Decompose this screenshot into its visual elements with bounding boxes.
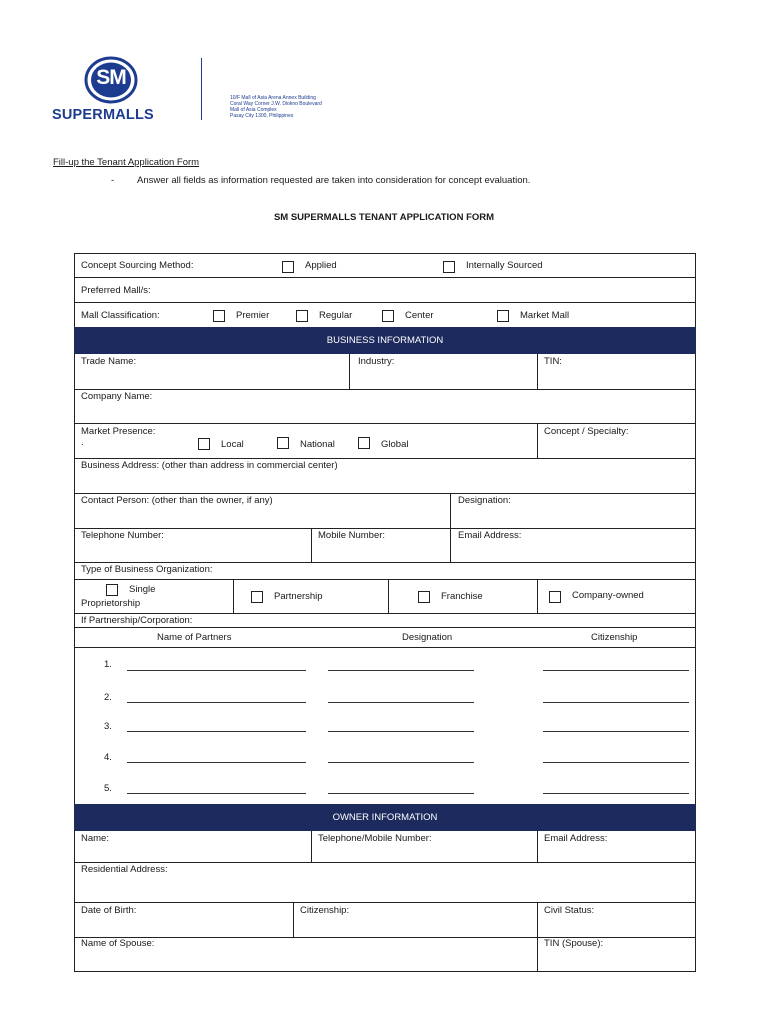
mobile-number-label: Mobile Number: bbox=[318, 530, 386, 541]
address-line: Pasay City 1300, Philippines bbox=[230, 113, 294, 119]
spouse-name-label: Name of Spouse: bbox=[81, 938, 155, 949]
address-line: Mall of Asia Complex bbox=[230, 107, 277, 113]
partner-row-number: 4. bbox=[104, 752, 112, 763]
center-checkbox[interactable] bbox=[382, 310, 394, 322]
concept-sourcing-label: Concept Sourcing Method: bbox=[81, 260, 194, 271]
single-proprietorship-label-line1: Single bbox=[129, 584, 156, 595]
partners-header-name: Name of Partners bbox=[157, 632, 232, 643]
company-name-label: Company Name: bbox=[81, 391, 153, 402]
single-proprietorship-label-line2: Proprietorship bbox=[81, 598, 141, 609]
single-proprietorship-checkbox[interactable] bbox=[106, 584, 118, 596]
partner-name-blank[interactable] bbox=[127, 731, 306, 732]
concept-specialty-label: Concept / Specialty: bbox=[544, 426, 629, 437]
franchise-checkbox[interactable] bbox=[418, 591, 430, 603]
partnership-corporation-label: If Partnership/Corporation: bbox=[81, 615, 193, 626]
applied-option-label: Applied bbox=[305, 260, 337, 271]
partner-row-number: 5. bbox=[104, 783, 112, 794]
global-option-label: Global bbox=[381, 439, 409, 450]
partner-citizenship-blank[interactable] bbox=[543, 793, 689, 794]
local-checkbox[interactable] bbox=[198, 438, 210, 450]
partner-citizenship-blank[interactable] bbox=[543, 762, 689, 763]
partner-citizenship-blank[interactable] bbox=[543, 670, 689, 671]
partner-designation-blank[interactable] bbox=[328, 793, 474, 794]
company-owned-option-label: Company-owned bbox=[572, 590, 644, 601]
residential-address-label: Residential Address: bbox=[81, 864, 168, 875]
email-address-label: Email Address: bbox=[458, 530, 522, 541]
premier-checkbox[interactable] bbox=[213, 310, 225, 322]
market-mall-checkbox[interactable] bbox=[497, 310, 509, 322]
partner-row-number: 3. bbox=[104, 721, 112, 732]
spouse-tin-label: TIN (Spouse): bbox=[544, 938, 604, 949]
telephone-number-label: Telephone Number: bbox=[81, 530, 164, 541]
partner-citizenship-blank[interactable] bbox=[543, 731, 689, 732]
address-line: Coral Way Corner J.W. Diokno Boulevard bbox=[230, 101, 322, 107]
business-organization-label: Type of Business Organization: bbox=[81, 564, 213, 575]
owner-name-label: Name: bbox=[81, 833, 109, 844]
header-address bbox=[230, 95, 322, 119]
preferred-mall-field[interactable] bbox=[170, 279, 690, 301]
address-line: 10/F Mall of Asia Arena Annex Building bbox=[230, 95, 316, 101]
instructions-heading: Fill-up the Tenant Application Form bbox=[53, 157, 200, 168]
trade-name-label: Trade Name: bbox=[81, 356, 137, 367]
partner-name-blank[interactable] bbox=[127, 702, 306, 703]
owner-information-header: OWNER INFORMATION bbox=[74, 804, 696, 831]
partnership-option-label: Partnership bbox=[274, 591, 323, 602]
form-title: SM SUPERMALLS TENANT APPLICATION FORM bbox=[273, 212, 495, 223]
partner-name-blank[interactable] bbox=[127, 762, 306, 763]
market-presence-dot: . bbox=[81, 437, 84, 448]
partner-designation-blank[interactable] bbox=[328, 762, 474, 763]
business-information-header: BUSINESS INFORMATION bbox=[74, 327, 696, 354]
owner-citizenship-label: Citizenship: bbox=[300, 905, 350, 916]
owner-telephone-mobile-label: Telephone/Mobile Number: bbox=[318, 833, 432, 844]
local-option-label: Local bbox=[221, 439, 244, 450]
regular-option-label: Regular bbox=[319, 310, 353, 321]
logo-mark-text: SM bbox=[96, 66, 126, 89]
partner-row-number: 1. bbox=[104, 659, 112, 670]
internally-sourced-checkbox[interactable] bbox=[443, 261, 455, 273]
partner-designation-blank[interactable] bbox=[328, 670, 474, 671]
instructions-bullet-mark: - bbox=[111, 175, 115, 186]
sm-logo bbox=[52, 56, 177, 124]
partner-citizenship-blank[interactable] bbox=[543, 702, 689, 703]
partners-header-designation: Designation bbox=[402, 632, 453, 643]
company-owned-checkbox[interactable] bbox=[549, 591, 561, 603]
franchise-option-label: Franchise bbox=[441, 591, 483, 602]
contact-person-label: Contact Person: (other than the owner, if any) bbox=[81, 495, 273, 506]
civil-status-label: Civil Status: bbox=[544, 905, 595, 916]
partner-row-number: 2. bbox=[104, 692, 112, 703]
industry-label: Industry: bbox=[358, 356, 395, 367]
center-option-label: Center bbox=[405, 310, 434, 321]
regular-checkbox[interactable] bbox=[296, 310, 308, 322]
global-checkbox[interactable] bbox=[358, 437, 370, 449]
national-option-label: National bbox=[300, 439, 335, 450]
partner-name-blank[interactable] bbox=[127, 793, 306, 794]
market-mall-option-label: Market Mall bbox=[520, 310, 570, 321]
partner-name-blank[interactable] bbox=[127, 670, 306, 671]
partner-designation-blank[interactable] bbox=[328, 731, 474, 732]
header-divider bbox=[201, 58, 202, 120]
partner-designation-blank[interactable] bbox=[328, 702, 474, 703]
national-checkbox[interactable] bbox=[277, 437, 289, 449]
tin-label: TIN: bbox=[544, 356, 562, 367]
premier-option-label: Premier bbox=[236, 310, 270, 321]
owner-email-label: Email Address: bbox=[544, 833, 608, 844]
preferred-mall-label: Preferred Mall/s: bbox=[81, 285, 151, 296]
partnership-checkbox[interactable] bbox=[251, 591, 263, 603]
applied-checkbox[interactable] bbox=[282, 261, 294, 273]
business-address-label: Business Address: (other than address in commercial center) bbox=[81, 460, 338, 471]
date-of-birth-label: Date of Birth: bbox=[81, 905, 137, 916]
internally-sourced-option-label: Internally Sourced bbox=[466, 260, 543, 271]
designation-label: Designation: bbox=[458, 495, 511, 506]
market-presence-label: Market Presence: bbox=[81, 426, 156, 437]
mall-classification-label: Mall Classification: bbox=[81, 310, 160, 321]
instructions-bullet: Answer all fields as information requested are taken into consideration for concept evaluation. bbox=[137, 175, 531, 186]
logo-name: SUPERMALLS bbox=[52, 107, 154, 123]
partners-header-citizenship: Citizenship bbox=[591, 632, 638, 643]
